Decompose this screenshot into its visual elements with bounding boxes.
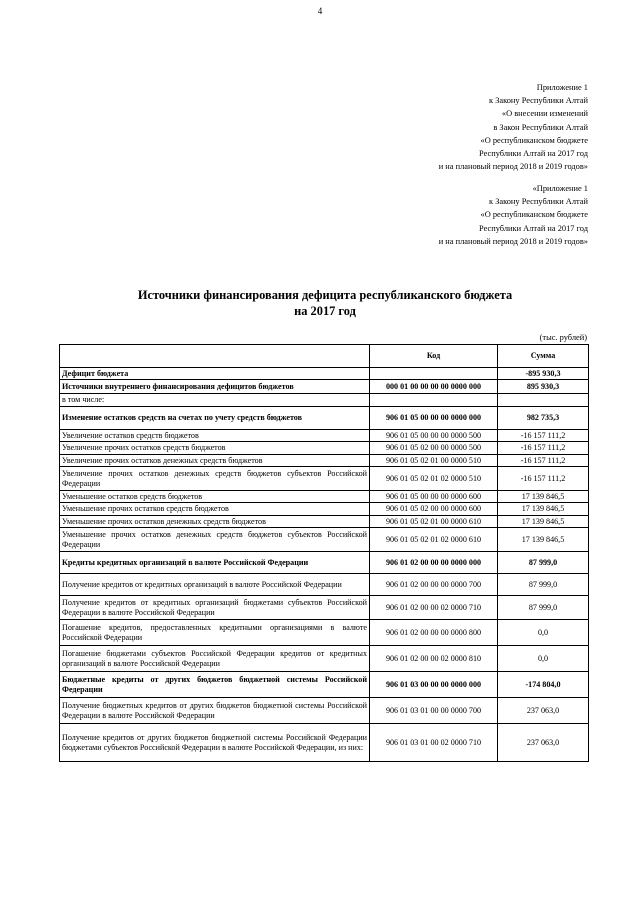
row-name-cell: Увеличение прочих остатков средств бюджетов (60, 442, 370, 454)
table-row (60, 724, 589, 762)
row-code-cell: 906 01 05 02 00 00 0000 500 (370, 442, 498, 454)
row-code-cell: 906 01 02 00 00 02 0000 810 (370, 646, 498, 672)
row-sum-cell: 17 139 846,5 (498, 515, 589, 527)
header-name (60, 345, 370, 368)
row-name-cell: Погашение кредитов, предоставленных кредитными организациями в валюте Российской Федерации (60, 620, 370, 646)
row-code-cell: 906 01 02 00 00 02 0000 710 (370, 596, 498, 620)
table-row (60, 698, 589, 724)
appendix-top-line: в Закон Республики Алтай (493, 122, 588, 132)
title-line-1: Источники финансирования дефицита республиканского бюджета (137, 288, 513, 302)
row-sum-cell: -16 157 111,2 (498, 467, 589, 491)
appendix-second-line: «О республиканском бюджете (480, 210, 588, 220)
row-code-cell: 906 01 02 00 00 00 0000 800 (370, 620, 498, 646)
row-code-cell: 906 01 05 00 00 00 0000 500 (370, 429, 498, 441)
table-row (60, 406, 589, 429)
row-code-cell: 906 01 03 01 00 00 0000 700 (370, 698, 498, 724)
table-row (60, 394, 589, 406)
row-sum-cell: 87 999,0 (498, 574, 589, 596)
table-row (60, 380, 589, 394)
row-code-cell: 906 01 05 02 01 02 0000 610 (370, 528, 498, 552)
row-code-cell: 000 01 00 00 00 00 0000 000 (370, 380, 498, 394)
header-code: Код (370, 345, 498, 368)
row-sum-cell: -16 157 111,2 (498, 429, 589, 441)
row-name-cell: Получение кредитов от кредитных организаций бюджетами субъектов Российской Федерации в валюте Российской Федерации (60, 596, 370, 620)
row-sum-cell: 895 930,3 (498, 380, 589, 394)
row-sum-cell: 0,0 (498, 620, 589, 646)
appendix-second-line: Республики Алтай на 2017 год (479, 223, 588, 233)
row-sum-cell: 17 139 846,5 (498, 491, 589, 503)
row-name-cell: в том числе: (60, 394, 370, 406)
row-code-cell: 906 01 02 00 00 00 0000 700 (370, 574, 498, 596)
table-row (60, 368, 589, 380)
row-code-cell: 906 01 03 01 00 02 0000 710 (370, 724, 498, 762)
appendix-top-line: «О внесении изменений (501, 109, 588, 119)
appendix-second-line: к Закону Республики Алтай (489, 197, 588, 207)
row-name-cell: Уменьшение остатков средств бюджетов (60, 491, 370, 503)
row-name-cell: Дефицит бюджета (60, 368, 370, 380)
row-name-cell: Уменьшение прочих остатков денежных средств бюджетов (60, 515, 370, 527)
table-row (60, 515, 589, 527)
table-row (60, 429, 589, 441)
row-code-cell: 906 01 05 00 00 00 0000 000 (370, 406, 498, 429)
row-sum-cell: 17 139 846,5 (498, 528, 589, 552)
row-sum-cell (498, 394, 589, 406)
row-name-cell: Уменьшение прочих остатков средств бюджетов (60, 503, 370, 515)
row-name-cell: Погашение бюджетами субъектов Российской Федерации кредитов от кредитных организаций в валюте Российской Федерации (60, 646, 370, 672)
row-name-cell: Получение кредитов от кредитных организаций в валюте Российской Федерации (60, 574, 370, 596)
row-code-cell: 906 01 03 00 00 00 0000 000 (370, 672, 498, 698)
row-sum-cell: 237 063,0 (498, 698, 589, 724)
row-sum-cell: 237 063,0 (498, 724, 589, 762)
row-name-cell: Увеличение прочих остатков денежных средств бюджетов субъектов Российской Федерации (60, 467, 370, 491)
table-row (60, 528, 589, 552)
appendix-note-original (439, 182, 588, 248)
table-row (60, 596, 589, 620)
document-title (60, 288, 590, 319)
row-name-cell: Увеличение остатков средств бюджетов (60, 429, 370, 441)
table-row (60, 620, 589, 646)
row-name-cell: Увеличение прочих остатков денежных средств бюджетов (60, 454, 370, 466)
table-row (60, 454, 589, 466)
table-header-row (60, 345, 589, 368)
header-sum: Сумма (498, 345, 589, 368)
row-name-cell: Изменение остатков средств на счетах по учету средств бюджетов (60, 406, 370, 429)
row-sum-cell: 0,0 (498, 646, 589, 672)
appendix-second-line: «Приложение 1 (532, 184, 588, 193)
units-label: (тыс. рублей) (539, 333, 587, 342)
row-code-cell: 906 01 05 02 01 00 0000 610 (370, 515, 498, 527)
row-code-cell: 906 01 05 02 00 00 0000 600 (370, 503, 498, 515)
appendix-top-line: «О республиканском бюджете (480, 135, 588, 145)
row-code-cell: 906 01 02 00 00 00 0000 000 (370, 552, 498, 574)
row-name-cell: Кредиты кредитных организаций в валюте Российской Федерации (60, 552, 370, 574)
appendix-note-amendment (439, 81, 588, 173)
row-code-cell: 906 01 05 02 01 00 0000 510 (370, 454, 498, 466)
row-name-cell: Источники внутреннего финансирования дефицитов бюджетов (60, 380, 370, 394)
row-code-cell: 906 01 05 00 00 00 0000 600 (370, 491, 498, 503)
appendix-top-line: к Закону Республики Алтай (489, 96, 588, 106)
title-line-2: на 2017 год (294, 303, 356, 318)
table-row (60, 467, 589, 491)
row-name-cell: Бюджетные кредиты от других бюджетов бюджетной системы Российской Федерации (60, 672, 370, 698)
row-code-cell (370, 368, 498, 380)
row-name-cell: Получение кредитов от других бюджетов бюджетной системы Российской Федерации бюджетами субъектов Российской Федерации в валюте Российской Федерации, из них: (60, 724, 370, 762)
row-sum-cell: 87 999,0 (498, 596, 589, 620)
financing-sources-table (59, 344, 589, 762)
row-sum-cell: -174 804,0 (498, 672, 589, 698)
appendix-top-line: и на плановый период 2018 и 2019 годов» (438, 162, 588, 172)
row-sum-cell: -895 930,3 (498, 368, 589, 380)
table-row (60, 574, 589, 596)
appendix-top-line: Приложение 1 (536, 83, 588, 92)
table-row (60, 552, 589, 574)
page-number: 4 (317, 6, 323, 16)
row-code-cell: 906 01 05 02 01 02 0000 510 (370, 467, 498, 491)
appendix-second-line: и на плановый период 2018 и 2019 годов» (438, 236, 588, 246)
row-sum-cell: -16 157 111,2 (498, 442, 589, 454)
table-row (60, 491, 589, 503)
table-row (60, 646, 589, 672)
appendix-top-line: Республики Алтай на 2017 год (479, 149, 588, 159)
row-sum-cell: 17 139 846,5 (498, 503, 589, 515)
row-sum-cell: -16 157 111,2 (498, 454, 589, 466)
table-row (60, 503, 589, 515)
row-name-cell: Получение бюджетных кредитов от других бюджетов бюджетной системы Российской Федерации в валюте Российской Федерации (60, 698, 370, 724)
table-row (60, 672, 589, 698)
row-code-cell (370, 394, 498, 406)
row-sum-cell: 87 999,0 (498, 552, 589, 574)
row-sum-cell: 982 735,3 (498, 406, 589, 429)
row-name-cell: Уменьшение прочих остатков денежных средств бюджетов субъектов Российской Федерации (60, 528, 370, 552)
table-row (60, 442, 589, 454)
